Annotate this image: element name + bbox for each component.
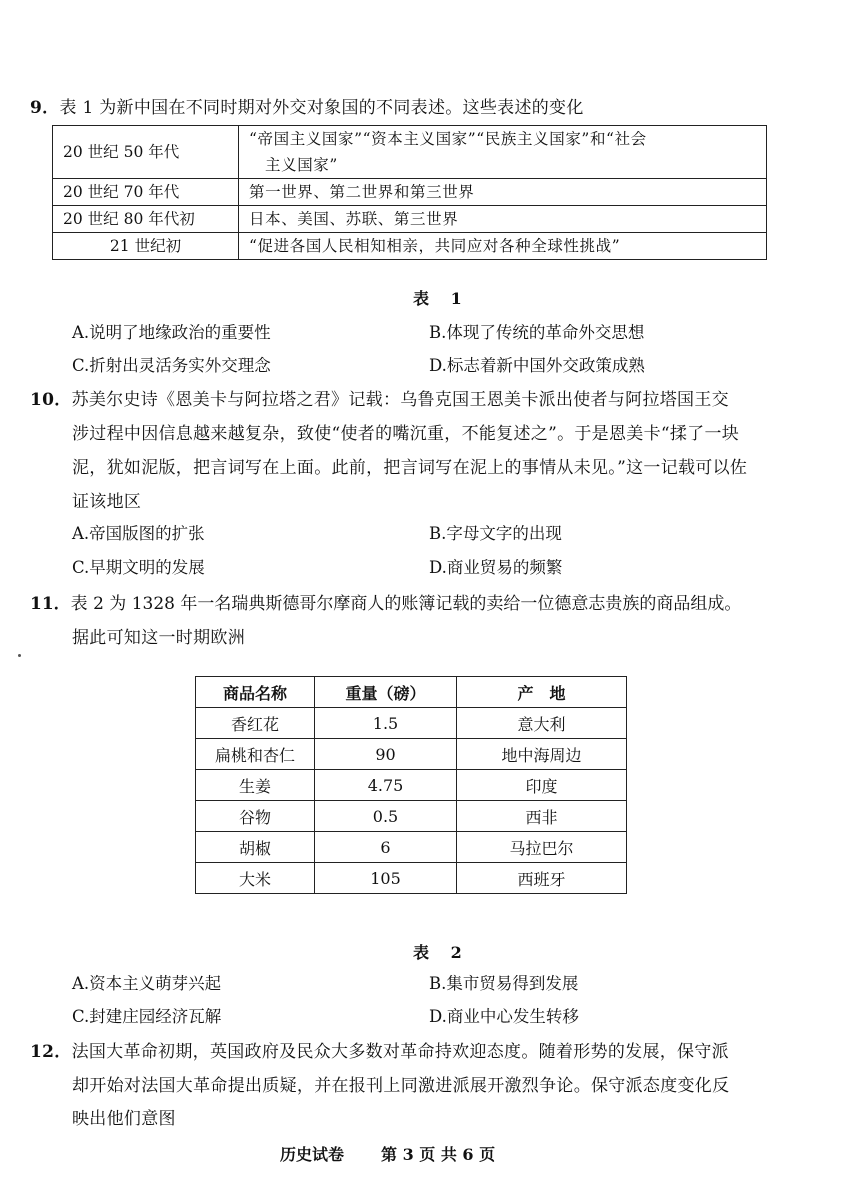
q11-option-a: A.资本主义萌芽兴起 (72, 974, 222, 993)
q10-option-a: A.帝国版图的扩张 (72, 524, 205, 543)
q10-line: 涉过程中因信息越来越复杂，致使“使者的嘴沉重，不能复述之”。于是恩美卡“揉了一块 (72, 424, 740, 444)
table-2 (195, 676, 627, 894)
table1-period: 20 世纪 70 年代 (53, 179, 239, 206)
table-row (53, 126, 767, 179)
table-row (196, 770, 627, 801)
q11-option-c: C.封建庄园经济瓦解 (72, 1007, 222, 1026)
table1-period: 20 世纪 50 年代 (53, 126, 239, 179)
table-row (196, 708, 627, 739)
q11-line (30, 592, 741, 616)
scan-speck (18, 654, 21, 657)
q10-line (30, 388, 729, 412)
table1-desc: 日本、美国、苏联、第三世界 (239, 206, 767, 233)
q9-number: 9． (30, 98, 60, 118)
table2-cell: 香红花 (196, 708, 315, 739)
table2-cell: 谷物 (196, 801, 315, 832)
q11-text: 表 2 为 1328 年一名瑞典斯德哥尔摩商人的账簿记载的卖给一位德意志贵族的商品组成。 (70, 594, 742, 614)
table2-cell: 大米 (196, 863, 315, 894)
q9-option-c: C.折射出灵活务实外交理念 (72, 356, 271, 375)
table2-header: 商品名称 (196, 677, 315, 708)
q12-text: 法国大革命初期，英国政府及民众大多数对革命持欢迎态度。随着形势的发展，保守派 (71, 1042, 729, 1062)
table2-cell: 4.75 (315, 770, 457, 801)
q12-line (30, 1040, 729, 1064)
q12-line: 却开始对法国大革命提出质疑，并在报刊上同激进派展开激烈争论。保守派态度变化反 (72, 1076, 730, 1096)
table1-desc-line: 主义国家” (265, 156, 338, 174)
table2-cell: 90 (315, 739, 457, 770)
table-row (53, 206, 767, 233)
q9-option-a: A.说明了地缘政治的重要性 (72, 323, 271, 342)
table1-desc: “促进各国人民相知相亲，共同应对各种全球性挑战” (239, 233, 767, 260)
table-header-row (196, 677, 627, 708)
table1-period: 20 世纪 80 年代初 (53, 206, 239, 233)
q12-line: 映出他们意图 (72, 1109, 176, 1129)
table1-desc-line: “帝国主义国家”“资本主义国家”“民族主义国家”和“社会 (249, 130, 647, 148)
table-row (53, 179, 767, 206)
q11-option-d: D.商业中心发生转移 (429, 1007, 579, 1026)
q9-option-b: B.体现了传统的革命外交思想 (429, 323, 645, 342)
table2-caption: 表 2 (413, 943, 470, 962)
table-row (196, 801, 627, 832)
q10-option-c: C.早期文明的发展 (72, 558, 205, 577)
table1-desc (239, 126, 767, 179)
q10-text: 苏美尔史诗《恩美卡与阿拉塔之君》记载：乌鲁克国王恩美卡派出使者与阿拉塔国王交 (71, 390, 729, 410)
q9-stem (30, 96, 584, 120)
table2-cell: 0.5 (315, 801, 457, 832)
table-row (196, 739, 627, 770)
table2-header: 重量（磅） (315, 677, 457, 708)
q9-option-d: D.标志着新中国外交政策成熟 (429, 356, 645, 375)
table2-header: 产 地 (457, 677, 627, 708)
table2-cell: 印度 (457, 770, 627, 801)
table2-cell: 西班牙 (457, 863, 627, 894)
table-1 (52, 125, 767, 260)
q9-stem-text: 表 1 为新中国在不同时期对外交对象国的不同表述。这些表述的变化 (59, 98, 584, 118)
q11-number: 11． (30, 594, 71, 614)
q12-number: 12． (30, 1042, 72, 1062)
q11-option-b: B.集市贸易得到发展 (429, 974, 579, 993)
q11-line: 据此可知这一时期欧洲 (72, 628, 245, 648)
table1-caption: 表 1 (413, 289, 470, 308)
footer-page-number: 第 3 页 共 6 页 (381, 1145, 496, 1164)
q10-option-d: D.商业贸易的频繁 (429, 558, 563, 577)
footer-subject: 历史试卷 (280, 1145, 345, 1164)
table-row (53, 233, 767, 260)
table2-cell: 胡椒 (196, 832, 315, 863)
table2-cell: 地中海周边 (457, 739, 627, 770)
q10-line: 证该地区 (72, 492, 142, 512)
q10-line: 泥，犹如泥版，把言词写在上面。此前，把言词写在泥上的事情从未见。”这一记载可以佐 (72, 458, 748, 478)
table2-cell: 意大利 (457, 708, 627, 739)
q10-option-b: B.字母文字的出现 (429, 524, 562, 543)
table-row (196, 863, 627, 894)
table2-cell: 1.5 (315, 708, 457, 739)
table2-cell: 105 (315, 863, 457, 894)
table2-cell: 生姜 (196, 770, 315, 801)
table-row (196, 832, 627, 863)
table2-cell: 6 (315, 832, 457, 863)
table1-desc: 第一世界、第二世界和第三世界 (239, 179, 767, 206)
q10-number: 10． (30, 390, 72, 410)
table2-cell: 西非 (457, 801, 627, 832)
table1-period: 21 世纪初 (53, 233, 239, 260)
table2-cell: 马拉巴尔 (457, 832, 627, 863)
table2-cell: 扁桃和杏仁 (196, 739, 315, 770)
